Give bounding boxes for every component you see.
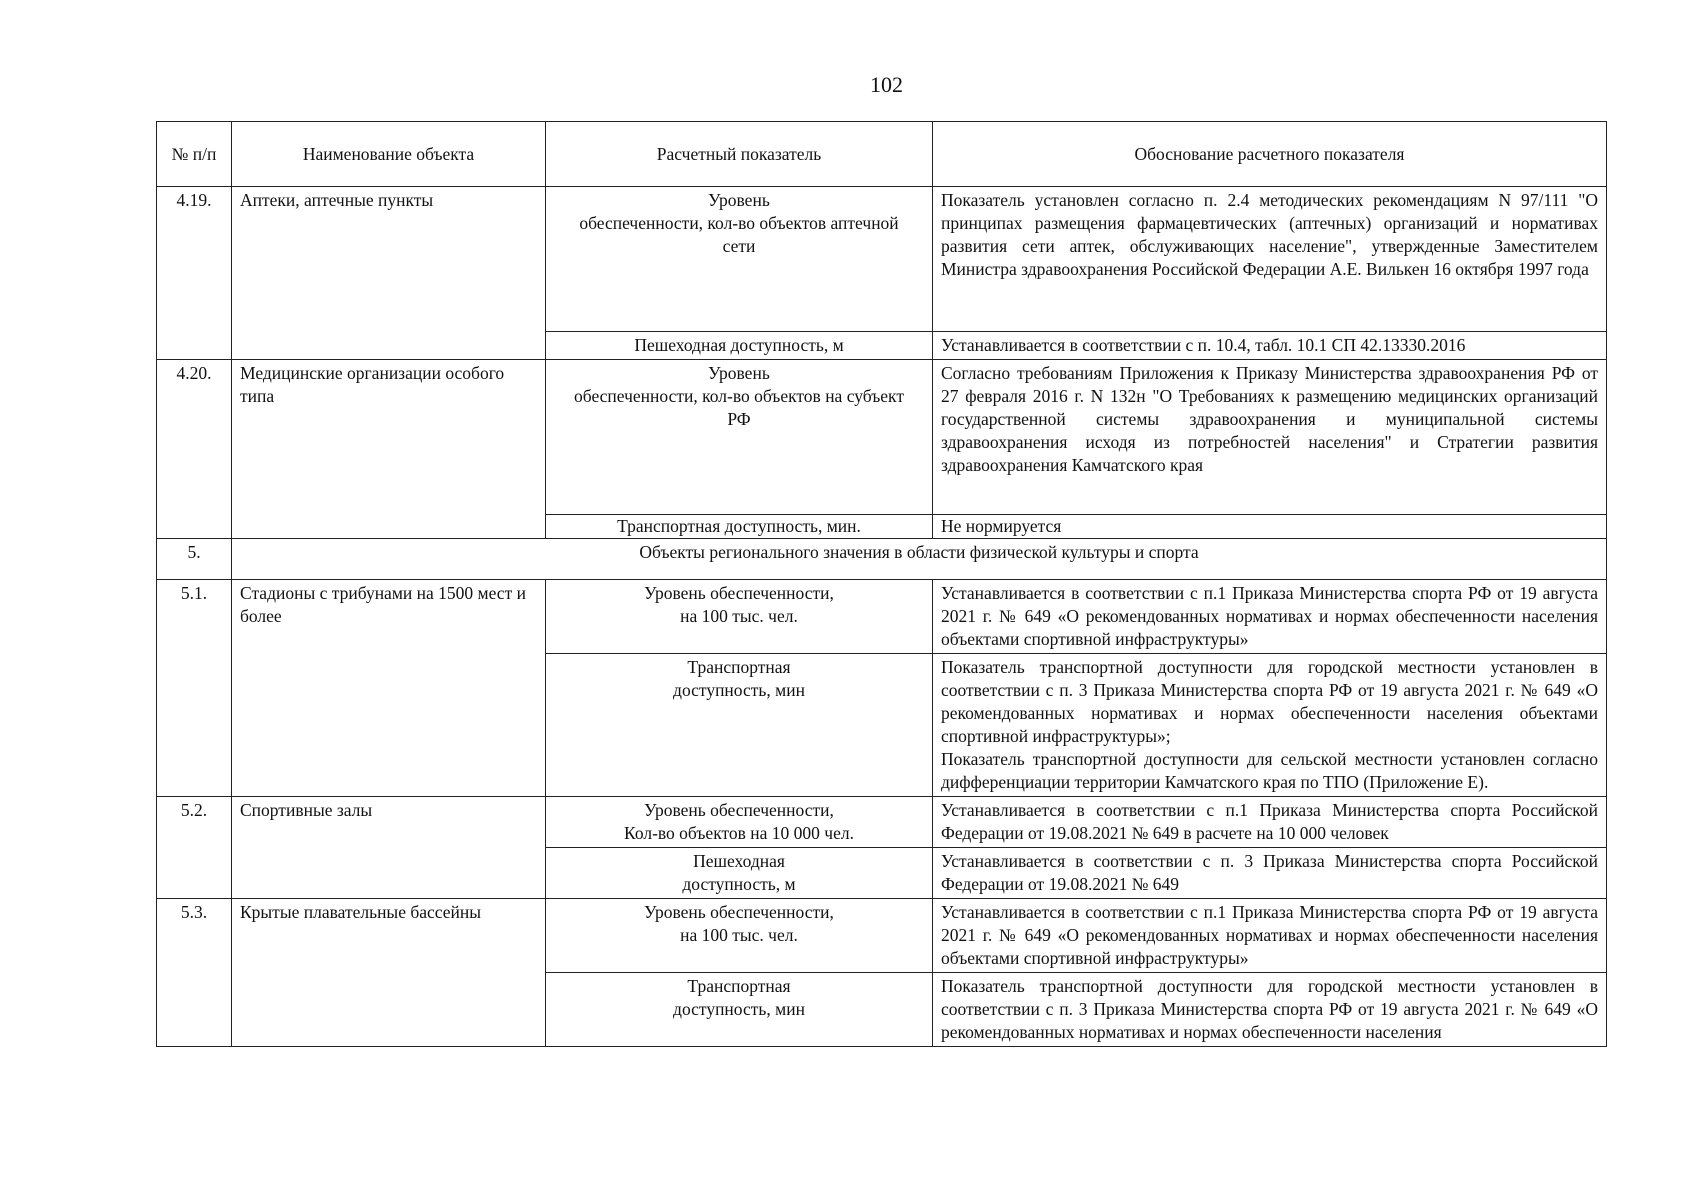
indicator-line: Уровень обеспеченности,: [644, 902, 834, 922]
indicator-cell: [546, 654, 933, 797]
justification-paragraph: Показатель транспортной доступности для сельской местности установлен согласно дифференциации территории Камчатского края по ТПО (Приложение Е).: [941, 749, 1598, 792]
object-name: Крытые плавательные бассейны: [232, 899, 546, 1047]
indicator-cell: [546, 580, 933, 654]
table-row: [157, 797, 1607, 848]
indicator-line: доступность, мин: [673, 680, 805, 700]
object-name: Аптеки, аптечные пункты: [232, 187, 546, 360]
header-num: № п/п: [157, 122, 232, 187]
justification-cell: Показатель транспортной доступности для городской местности установлен в соответствии с п. 3 Приказа Министерства спорта РФ от 19 августа 2021 г. № 649 «О рекомендованных нормативах и нормах обеспеченности населения: [933, 973, 1607, 1047]
justification-cell: [933, 654, 1607, 797]
section-number: 5.: [157, 539, 232, 580]
indicator-line: доступность, м: [682, 874, 796, 894]
indicator-cell: [546, 848, 933, 899]
indicator-line: Кол-во объектов на 10 000 чел.: [624, 823, 854, 843]
justification-cell: Устанавливается в соответствии с п.1 Приказа Министерства спорта РФ от 19 августа 2021 г. № 649 «О рекомендованных нормативах и нормах обеспеченности населения объектами спортивной инфраструктуры»: [933, 580, 1607, 654]
indicator-cell: [546, 797, 933, 848]
justification-cell: Не нормируется: [933, 515, 1607, 539]
table-row: [157, 899, 1607, 973]
indicator-cell: [546, 187, 933, 332]
indicator-line: Транспортная: [687, 657, 791, 677]
indicator-line: на 100 тыс. чел.: [680, 925, 798, 945]
header-justification: Обоснование расчетного показателя: [933, 122, 1607, 187]
table-header-row: [157, 122, 1607, 187]
page-number: 102: [870, 72, 903, 97]
indicator-line: на 100 тыс. чел.: [680, 606, 798, 626]
indicator-cell: [546, 973, 933, 1047]
justification-cell: Устанавливается в соответствии с п. 3 Приказа Министерства спорта Российской Федерации от 19.08.2021 № 649: [933, 848, 1607, 899]
indicator-line: Уровень: [708, 190, 770, 210]
indicator-cell: [546, 360, 933, 515]
object-name: Медицинские организации особого типа: [232, 360, 546, 539]
header-indicator: Расчетный показатель: [546, 122, 933, 187]
row-number: 4.20.: [157, 360, 232, 539]
justification-cell: Устанавливается в соответствии с п. 10.4, табл. 10.1 СП 42.13330.2016: [933, 332, 1607, 360]
row-number: 5.2.: [157, 797, 232, 899]
table-row: [157, 360, 1607, 515]
indicator-cell: [546, 899, 933, 973]
indicator-line: обеспеченности, кол-во объектов на субъект: [574, 386, 904, 406]
indicator-cell: Пешеходная доступность, м: [546, 332, 933, 360]
justification-cell: Устанавливается в соответствии с п.1 Приказа Министерства спорта Российской Федерации от 19.08.2021 № 649 в расчете на 10 000 человек: [933, 797, 1607, 848]
indicator-line: доступность, мин: [673, 999, 805, 1019]
indicator-line: Уровень обеспеченности,: [644, 800, 834, 820]
indicator-line: Пешеходная: [693, 851, 785, 871]
indicator-cell: Транспортная доступность, мин.: [546, 515, 933, 539]
justification-paragraph: Показатель транспортной доступности для городской местности установлен в соответствии с п. 3 Приказа Министерства спорта РФ от 19 августа 2021 г. № 649 «О рекомендованных нормативах и нормах обеспеченности населения объектами спортивной инфраструктуры»;: [941, 657, 1598, 746]
row-number: 4.19.: [157, 187, 232, 360]
indicator-line: РФ: [727, 409, 751, 429]
indicator-line: Уровень: [708, 363, 770, 383]
object-name: Спортивные залы: [232, 797, 546, 899]
table-row: [157, 580, 1607, 654]
object-name: Стадионы с трибунами на 1500 мест и более: [232, 580, 546, 797]
justification-cell: Показатель установлен согласно п. 2.4 методических рекомендациям N 97/111 "О принципах размещения фармацевтических (аптечных) организаций и нормативах развития сети аптек, обслуживающих население", утвержденные Заместителем Министра здравоохранения Российской Федерации А.Е. Вилькен 16 октября 1997 года: [933, 187, 1607, 332]
indicator-line: обеспеченности, кол-во объектов аптечной: [579, 213, 899, 233]
justification-cell: Согласно требованиям Приложения к Приказу Министерства здравоохранения РФ от 27 февраля 2016 г. N 132н "О Требованиях к размещению медицинских организаций государственной системы здравоохранения и муниципальной системы здравоохранения исходя из потребностей населения" и Стратегии развития здравоохранения Камчатского края: [933, 360, 1607, 515]
section-row: [157, 539, 1607, 580]
indicator-line: Транспортная: [687, 976, 791, 996]
row-number: 5.1.: [157, 580, 232, 797]
indicator-line: сети: [722, 236, 756, 256]
header-name: Наименование объекта: [232, 122, 546, 187]
table-row: [157, 187, 1607, 332]
norms-table: [156, 121, 1607, 1047]
justification-cell: Устанавливается в соответствии с п.1 Приказа Министерства спорта РФ от 19 августа 2021 г. № 649 «О рекомендованных нормативах и нормах обеспеченности населения объектами спортивной инфраструктуры»: [933, 899, 1607, 973]
indicator-line: Уровень обеспеченности,: [644, 583, 834, 603]
row-number: 5.3.: [157, 899, 232, 1047]
section-title: Объекты регионального значения в области физической культуры и спорта: [232, 539, 1607, 580]
